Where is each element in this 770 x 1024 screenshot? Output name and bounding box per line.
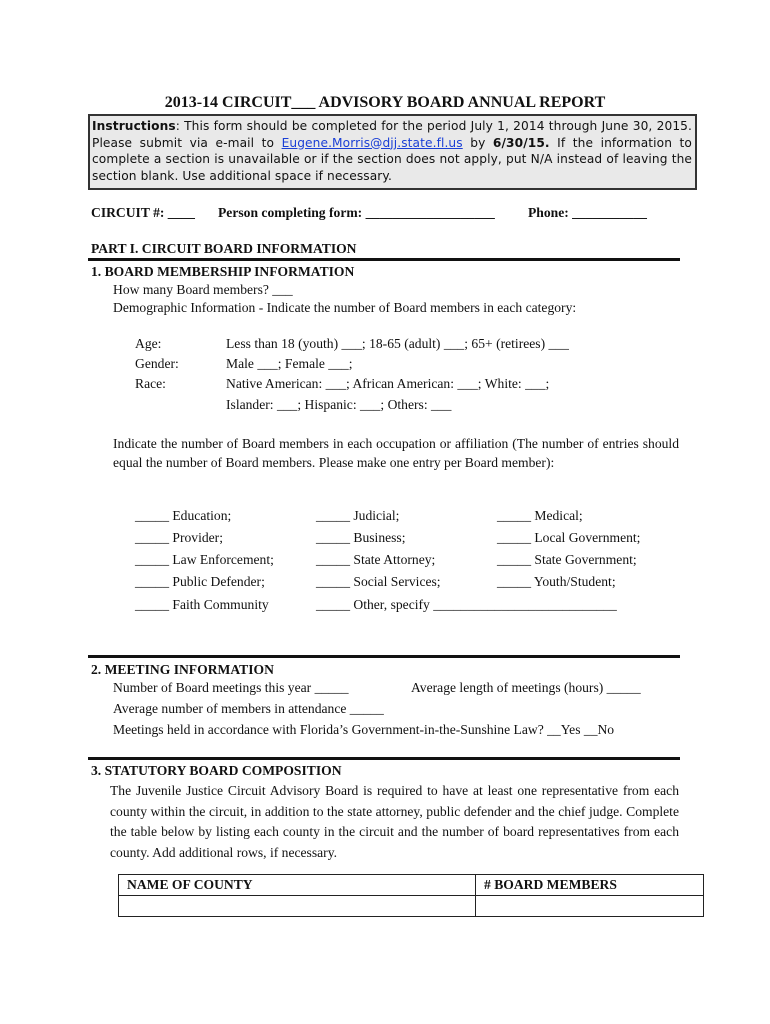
occupation-judicial[interactable]: _____ Judicial; [316,508,400,523]
divider [88,757,680,760]
age-label: Age: [135,336,162,351]
person-completing-field[interactable]: Person completing form: ___________________ [218,205,495,220]
occupation-instructions: Indicate the number of Board members in each occupation or affiliation (The number of entries should equal the number of Board members. Please make one entry per Board member): [113,436,679,470]
age-fields[interactable]: Less than 18 (youth) ___; 18-65 (adult) ___; 65+ (retirees) ___ [226,336,569,351]
instructions-text-before: : This form should be completed for the period July 1, 2014 through June 30, 2015. Please submit via e-mail to [92,119,692,150]
occupation-provider[interactable]: _____ Provider; [135,530,223,545]
submission-deadline: 6/30/15. [492,135,550,150]
occupation-law-enforcement[interactable]: _____ Law Enforcement; [135,552,274,567]
occupation-faith-community[interactable]: _____ Faith Community [135,597,269,612]
phone-field[interactable]: Phone: ___________ [528,205,647,220]
occupation-local-government[interactable]: _____ Local Government; [497,530,641,545]
board-members-count-field[interactable]: How many Board members? ___ [113,282,293,297]
instructions-box [88,114,697,190]
submission-email-link[interactable]: Eugene.Morris@djj.state.fl.us [281,135,463,150]
county-name-header: NAME OF COUNTY [119,875,476,896]
gender-label: Gender: [135,356,179,371]
board-members-cell[interactable] [476,896,704,917]
occupation-business[interactable]: _____ Business; [316,530,406,545]
county-table [118,874,704,917]
occupation-social-services[interactable]: _____ Social Services; [316,574,441,589]
gender-fields[interactable]: Male ___; Female ___; [226,356,353,371]
occupation-medical[interactable]: _____ Medical; [497,508,583,523]
sunshine-law-field[interactable]: Meetings held in accordance with Florida’s Government-in-the-Sunshine Law? __Yes __No [113,722,615,737]
section3-heading: 3. STATUTORY BOARD COMPOSITION [91,763,342,778]
composition-instructions: The Juvenile Justice Circuit Advisory Board is required to have at least one representative from each county within the circuit, in addition to the state attorney, public defender and the chief judge. Complete the table below by listing each county in the circuit and the number of board representatives from each county. Add additional rows, if necessary. [110,783,679,860]
circuit-number-field[interactable]: CIRCUIT #: ____ [91,205,195,220]
race-label: Race: [135,376,166,391]
page-title: 2013-14 CIRCUIT___ ADVISORY BOARD ANNUAL REPORT [164,94,606,111]
divider [88,655,680,658]
table-header-row [119,875,704,896]
section1-heading: 1. BOARD MEMBERSHIP INFORMATION [91,264,355,279]
occupation-other-specify[interactable]: _____ Other, specify ___________________________ [316,597,617,612]
occupation-education[interactable]: _____ Education; [135,508,232,523]
meetings-count-field[interactable]: Number of Board meetings this year _____ [113,680,349,695]
race-fields-line2[interactable]: Islander: ___; Hispanic: ___; Others: ___ [226,397,452,412]
meeting-length-field[interactable]: Average length of meetings (hours) _____ [411,680,641,695]
attendance-field[interactable]: Average number of members in attendance _____ [113,701,384,716]
race-fields-line1[interactable]: Native American: ___; African American: ___; White: ___; [226,376,550,391]
demographic-intro: Demographic Information - Indicate the number of Board members in each category: [113,300,577,315]
instructions-text-after: If the information to complete a section is unavailable or if the section does not apply, put N/A instead of leaving the section blank. Use additional space if necessary. [92,135,692,183]
table-row [119,896,704,917]
divider [88,258,680,261]
occupation-youth-student[interactable]: _____ Youth/Student; [497,574,616,589]
instructions-label: Instructions [92,119,176,133]
section2-heading: 2. MEETING INFORMATION [91,662,274,677]
occupation-state-attorney[interactable]: _____ State Attorney; [316,552,436,567]
board-members-header: # BOARD MEMBERS [476,875,704,896]
part1-title: PART I. CIRCUIT BOARD INFORMATION [91,241,357,256]
occupation-public-defender[interactable]: _____ Public Defender; [135,574,265,589]
occupation-state-government[interactable]: _____ State Government; [497,552,637,567]
county-name-cell[interactable] [119,896,476,917]
instructions-text-by: by [462,135,493,150]
